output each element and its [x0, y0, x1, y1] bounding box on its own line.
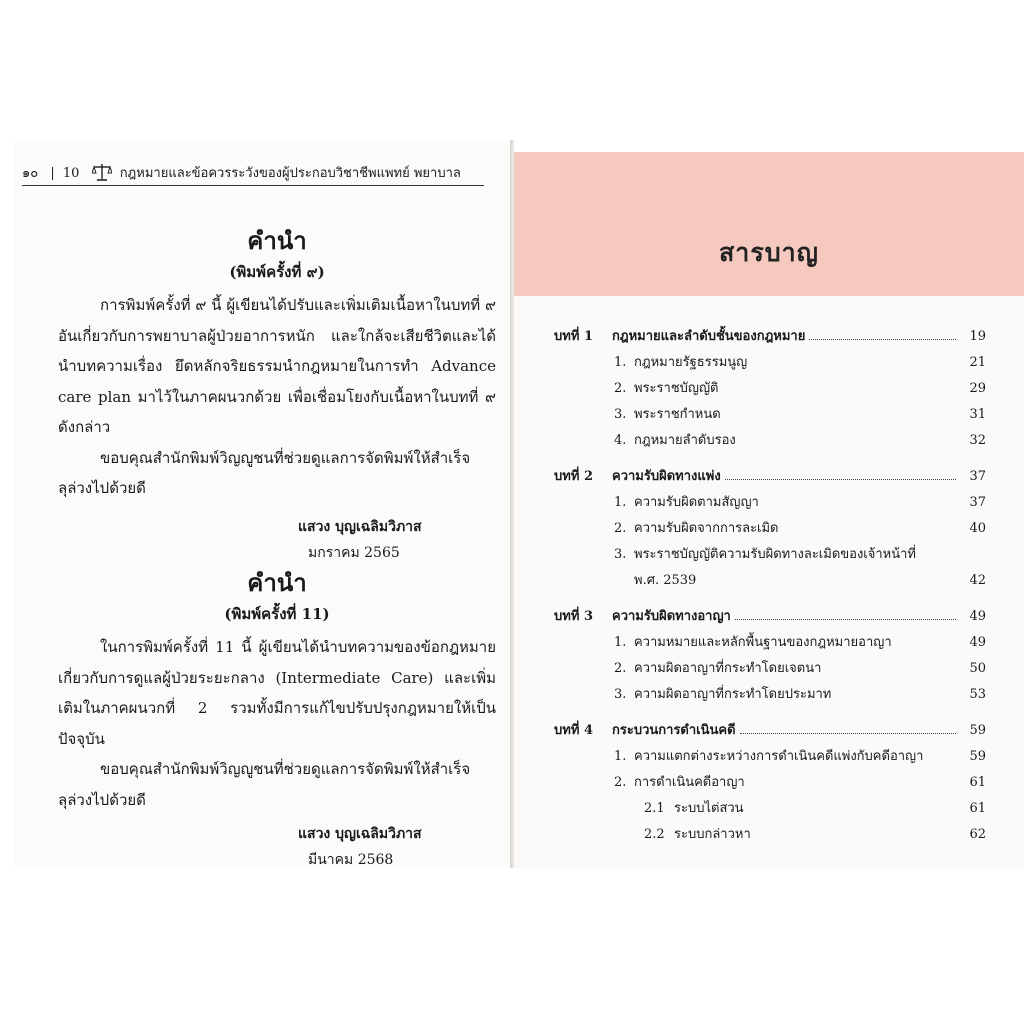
preface-eleventh-edition	[58, 568, 496, 873]
toc-entry	[554, 744, 986, 770]
page-ref: 62	[969, 827, 986, 842]
entry-number: 2.	[614, 661, 627, 676]
chapter-number: 2	[584, 469, 594, 484]
chapter-number: 1	[584, 329, 594, 344]
toc-chapter-heading	[554, 718, 986, 744]
toc-entry	[554, 682, 986, 708]
page-ref: 50	[969, 661, 986, 676]
entry-text: พระราชบัญญัติ	[634, 381, 719, 396]
toc-chapter-heading	[554, 464, 986, 490]
page-ref: 19	[969, 329, 986, 344]
toc-entry-continuation	[554, 568, 986, 594]
scales-of-justice-icon	[92, 163, 112, 181]
entry-text: พระราชบัญญัติความรับผิดทางละเมิดของเจ้าหน้าที่	[634, 547, 916, 562]
page-ref: 29	[969, 381, 986, 396]
page-ref: 49	[969, 635, 986, 650]
entry-text: กฎหมายลำดับรอง	[634, 433, 736, 448]
entry-text: การดำเนินคดีอาญา	[634, 775, 745, 790]
entry-number: 1.	[614, 355, 627, 370]
entry-text: กฎหมายรัฐธรรมนูญ	[634, 355, 748, 370]
page-ref: 49	[969, 609, 986, 624]
toc-entry	[554, 428, 986, 454]
preface-paragraph: ขอบคุณสำนักพิมพ์วิญญูชนที่ช่วยดูแลการจัดพิมพ์ให้สำเร็จลุล่วงไปด้วยดี	[58, 760, 471, 809]
entry-number: 1.	[614, 495, 627, 510]
entry-text: ความหมายและหลักพื้นฐานของกฎหมายอาญา	[634, 635, 892, 650]
entry-number: 2.	[614, 521, 627, 536]
toc-entry	[554, 770, 986, 796]
chapter-label: บทที่	[554, 469, 580, 484]
page-ref: 21	[969, 355, 986, 370]
preface-paragraph: ขอบคุณสำนักพิมพ์วิญญูชนที่ช่วยดูแลการจัดพิมพ์ให้สำเร็จลุล่วงไปด้วยดี	[58, 448, 471, 497]
toc-subentry	[554, 822, 986, 848]
page-ref: 59	[969, 749, 986, 764]
entry-number: 4.	[614, 433, 627, 448]
running-head-separator: |	[50, 166, 55, 181]
toc-entry	[554, 402, 986, 428]
toc-entry	[554, 350, 986, 376]
author-name: แสวง บุญเฉลิมวิภาส	[298, 518, 422, 535]
entry-number: 1.	[614, 749, 627, 764]
toc-subentry	[554, 796, 986, 822]
page-number-arabic: 10	[62, 166, 80, 181]
toc-chapter-heading	[554, 324, 986, 350]
subentry-text: ระบบกล่าวหา	[674, 827, 751, 842]
preface-body	[58, 632, 496, 815]
chapter-title: ความรับผิดทางแพ่ง	[612, 469, 721, 484]
toc-entry	[554, 542, 986, 568]
preface-heading: คำนำ	[247, 226, 307, 255]
entry-number: 3.	[614, 547, 627, 562]
preface-paragraph: ในการพิมพ์ครั้งที่ 11 นี้ ผู้เขียนได้นำบทความของข้อกฎหมายเกี่ยวกับการดูแลผู้ป่วยระยะกลาง (Intermediate Care) และเพิ่มเติมในภาคผนวกที่ 2 รวมทั้งมีการแก้ไขปรับปรุงกฎหมายให้เป็นปัจจุบัน	[58, 638, 496, 748]
dot-leader	[809, 339, 956, 340]
preface-heading: คำนำ	[247, 568, 307, 597]
entry-number: 2.	[614, 381, 627, 396]
signature-date: มกราคม 2565	[308, 544, 400, 561]
toc-chapter	[554, 324, 986, 454]
entry-text: พ.ศ. 2539	[634, 573, 697, 588]
page-ref: 61	[969, 775, 986, 790]
page-ref: 32	[969, 433, 986, 448]
toc-chapter-heading	[554, 604, 986, 630]
dot-leader	[740, 733, 956, 734]
page-ref: 37	[969, 495, 986, 510]
page-ref: 59	[969, 723, 986, 738]
subentry-text: ระบบไต่สวน	[674, 801, 744, 816]
toc-title: สารบาญ	[719, 238, 819, 267]
right-page	[514, 152, 1024, 868]
preface-signature	[298, 821, 496, 873]
left-page	[14, 140, 510, 868]
entry-text: พระราชกำหนด	[634, 407, 721, 422]
chapter-title: กระบวนการดำเนินคดี	[612, 723, 736, 738]
preface-signature	[298, 514, 496, 566]
dot-leader	[725, 479, 956, 480]
page-ref: 37	[969, 469, 986, 484]
toc-entry	[554, 630, 986, 656]
preface-edition: (พิมพ์ครั้งที่ 11)	[224, 605, 330, 623]
entry-text: ความรับผิดจากการละเมิด	[634, 521, 779, 536]
page-ref: 42	[969, 573, 986, 588]
preface-body	[58, 290, 496, 504]
toc-chapter	[554, 604, 986, 708]
chapter-label: บทที่	[554, 609, 580, 624]
table-of-contents	[554, 324, 986, 858]
toc-entry	[554, 516, 986, 542]
pink-header-band	[514, 152, 1024, 296]
entry-text: ความผิดอาญาที่กระทำโดยประมาท	[634, 687, 832, 702]
entry-number: 1.	[614, 635, 627, 650]
entry-text: ความรับผิดตามสัญญา	[634, 495, 759, 510]
chapter-number: 3	[584, 609, 594, 624]
entry-text: ความแตกต่างระหว่างการดำเนินคดีแพ่งกับคดีอาญา	[634, 749, 924, 764]
chapter-label: บทที่	[554, 329, 580, 344]
entry-number: 3.	[614, 687, 627, 702]
page-ref: 40	[969, 521, 986, 536]
chapter-title: ความรับผิดทางอาญา	[612, 609, 731, 624]
running-head-title: กฎหมายและข้อควรระวังของผู้ประกอบวิชาชีพแพทย์ พยาบาล	[119, 166, 461, 181]
preface-ninth-edition	[58, 226, 496, 566]
toc-entry	[554, 656, 986, 682]
toc-chapter	[554, 464, 986, 594]
toc-entry	[554, 376, 986, 402]
chapter-title: กฎหมายและลำดับชั้นของกฎหมาย	[612, 329, 806, 344]
dot-leader	[735, 619, 956, 620]
entry-number: 2.	[614, 775, 627, 790]
page-ref: 61	[969, 801, 986, 816]
subentry-number: 2.1	[644, 801, 665, 816]
signature-date: มีนาคม 2568	[308, 852, 394, 868]
page-number-thai: ๑๐	[22, 166, 39, 181]
chapter-number: 4	[584, 723, 594, 738]
chapter-label: บทที่	[554, 723, 580, 738]
entry-number: 3.	[614, 407, 627, 422]
preface-edition: (พิมพ์ครั้งที่ ๙)	[229, 263, 325, 281]
toc-entry	[554, 490, 986, 516]
page-ref: 53	[969, 687, 986, 702]
subentry-number: 2.2	[644, 827, 665, 842]
author-name: แสวง บุญเฉลิมวิภาส	[298, 826, 422, 842]
preface-paragraph: การพิมพ์ครั้งที่ ๙ นี้ ผู้เขียนได้ปรับและเพิ่มเติมเนื้อหาในบทที่ ๙ อันเกี่ยวกับการพยาบาลผู้ป่วยอาการหนัก และใกล้จะเสียชีวิตและได้นำบทความเรื่อง ยึดหลักจริยธรรมนำกฎหมายในการทำ Advance care plan มาไว้ในภาคผนวกด้วย เพื่อเชื่อมโยงกับเนื้อหาในบทที่ ๙ ดังกล่าว	[58, 296, 496, 436]
entry-text: ความผิดอาญาที่กระทำโดยเจตนา	[634, 661, 822, 676]
running-head	[22, 162, 484, 186]
page-ref: 31	[969, 407, 986, 422]
toc-chapter	[554, 718, 986, 848]
